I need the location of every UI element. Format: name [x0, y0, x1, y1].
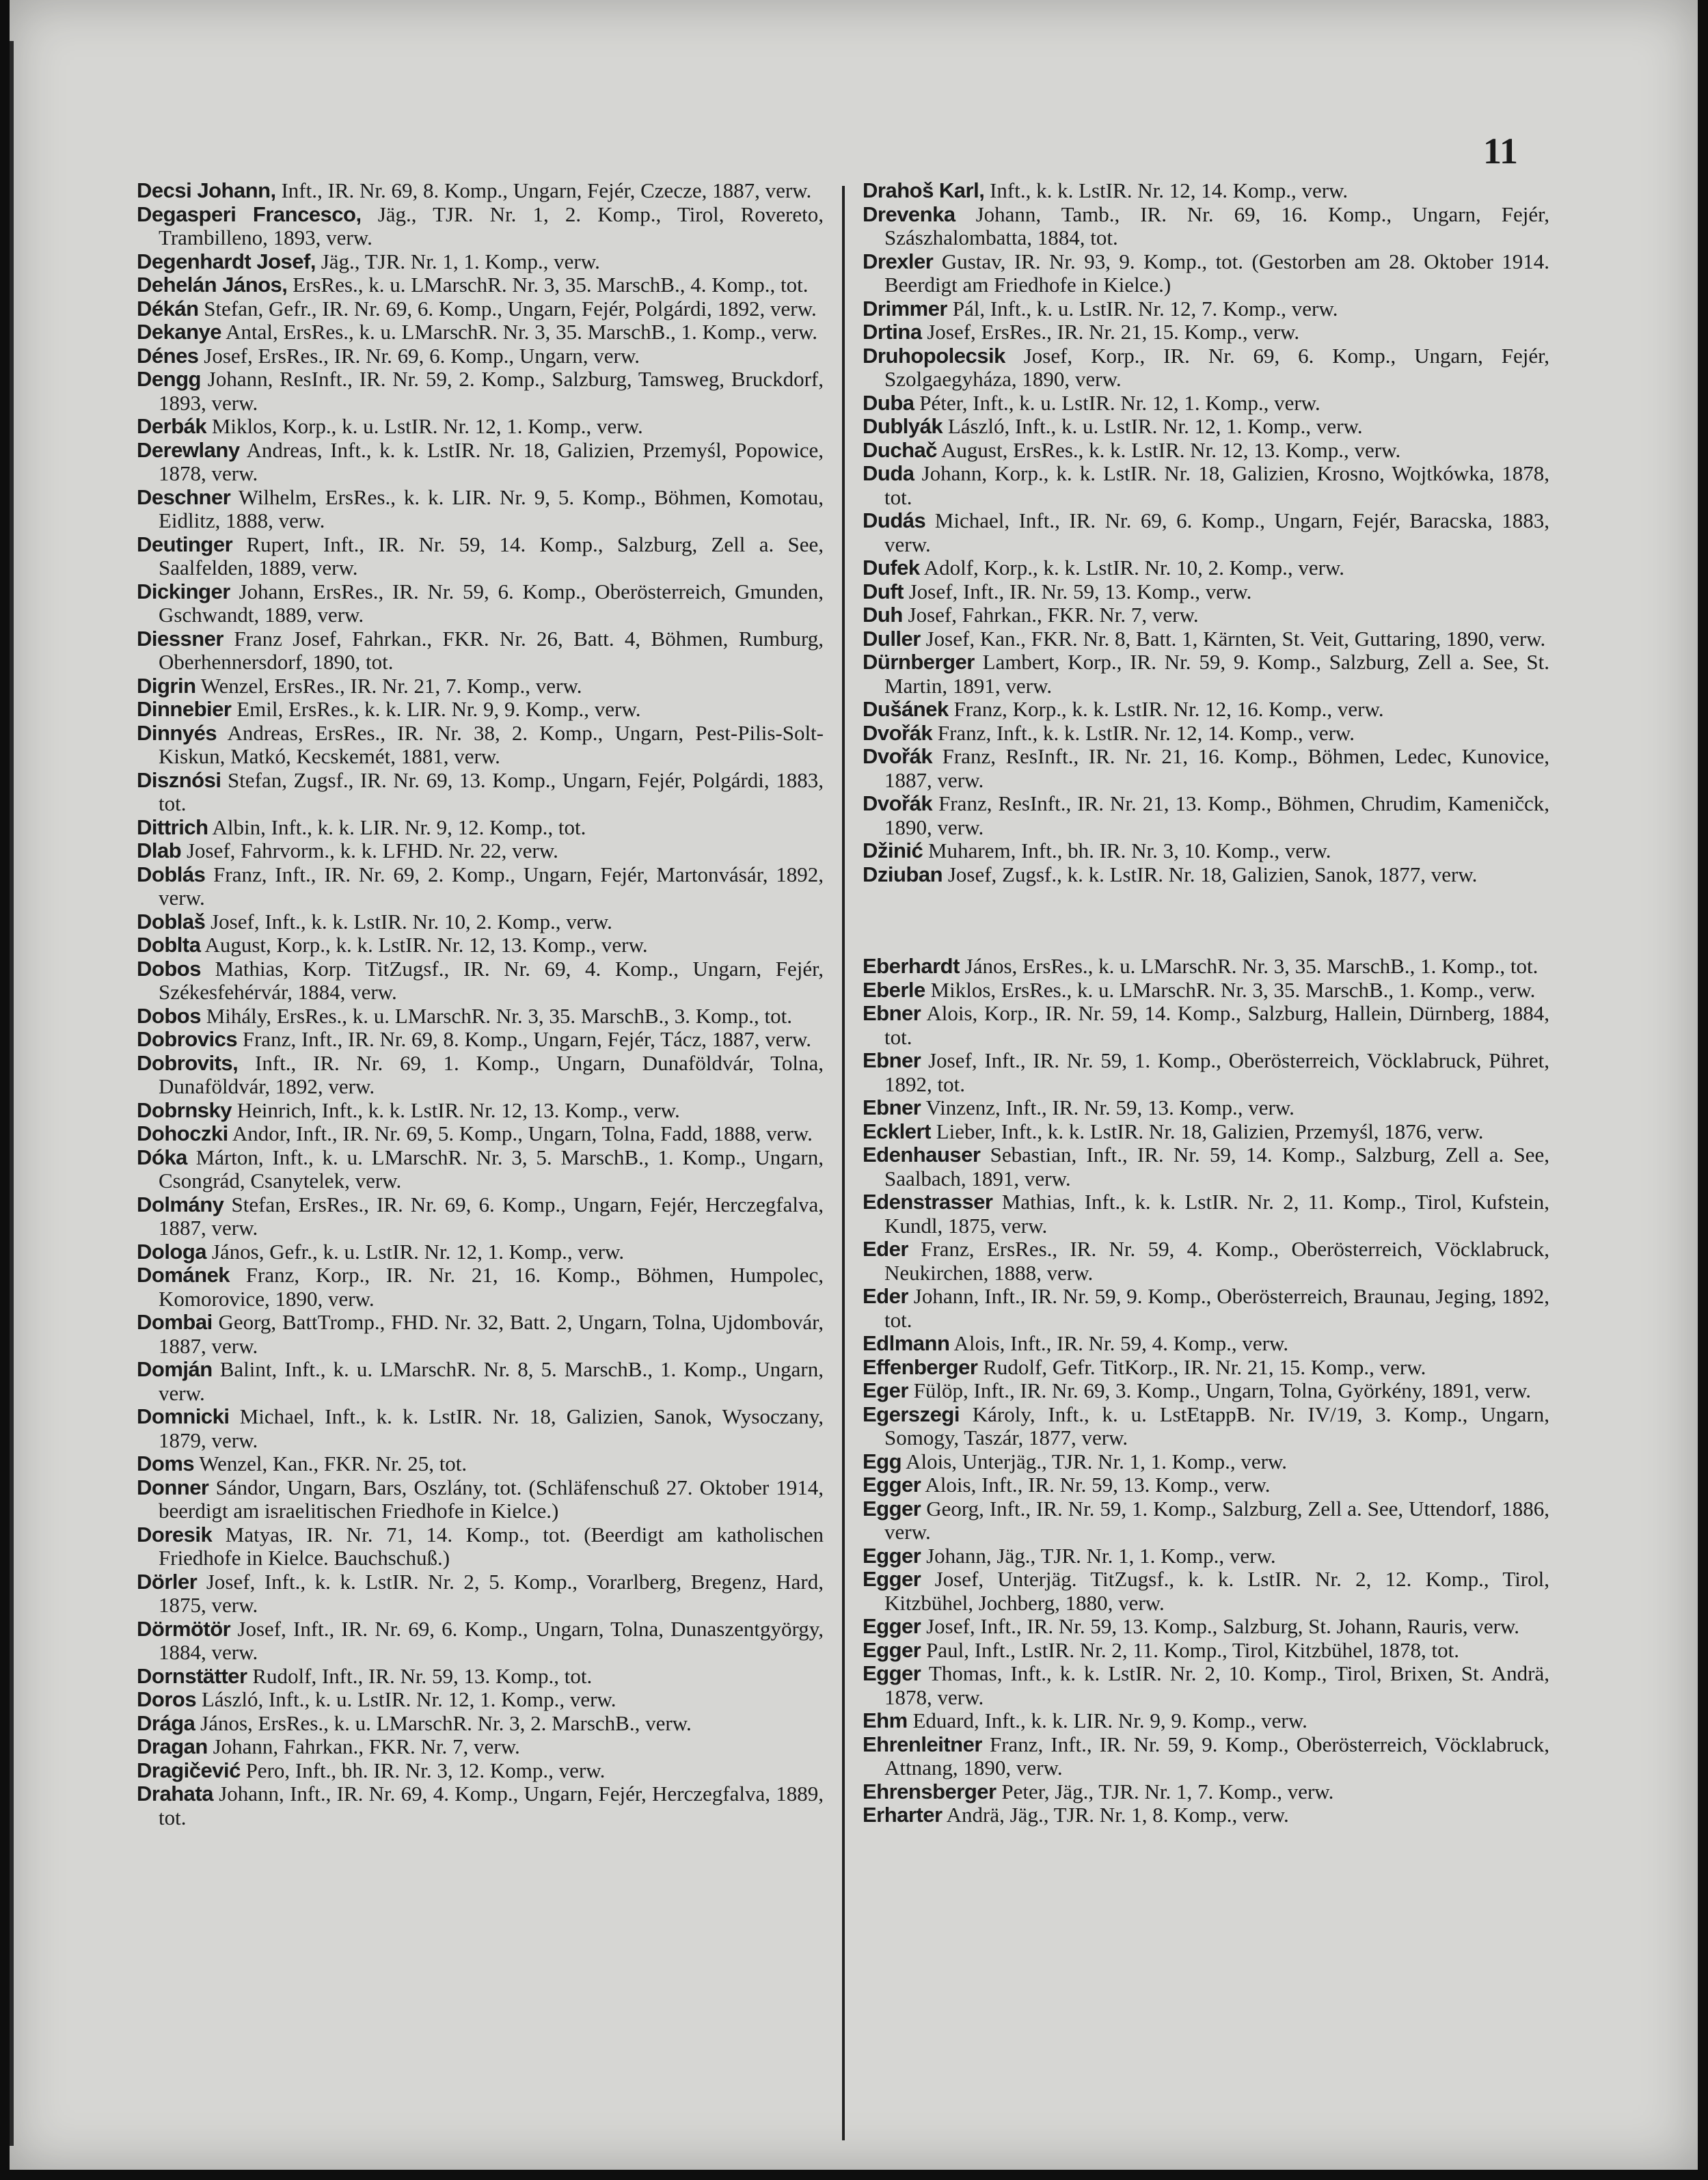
register-entry	[137, 1193, 824, 1240]
register-entry	[863, 1733, 1549, 1780]
entry-details: Josef, Zugsf., k. k. LstIR. Nr. 18, Galizien, Sanok, 1877, verw.	[943, 862, 1478, 886]
entry-surname: Džinić	[863, 839, 923, 862]
entry-surname: Doros	[137, 1687, 197, 1711]
entry-details: Péter, Inft., k. u. LstIR. Nr. 12, 1. Komp., verw.	[914, 390, 1320, 415]
register-entry	[137, 1146, 824, 1193]
entry-surname: Dudás	[863, 508, 926, 532]
entry-surname: Dufek	[863, 556, 920, 580]
entry-surname: Duh	[863, 603, 903, 627]
entry-surname: Dinnebier	[137, 697, 232, 721]
binding-edge	[10, 41, 14, 2146]
entry-surname: Egger	[863, 1661, 921, 1685]
entry-details: Andreas, ErsRes., IR. Nr. 38, 2. Komp., Ungarn, Pest-Pilis-Solt-Kiskun, Matkó, Kecskemét, 1881, verw.	[159, 720, 824, 768]
register-entry	[137, 934, 824, 957]
entry-details: Peter, Jäg., TJR. Nr. 1, 7. Komp., verw.	[996, 1779, 1334, 1803]
entry-surname: Ebner	[863, 1095, 921, 1119]
register-entry	[137, 203, 824, 250]
entry-surname: Dornstätter	[137, 1663, 247, 1688]
entry-surname: Ehrensberger	[863, 1779, 997, 1803]
register-entry	[137, 1005, 824, 1028]
entry-details: László, Inft., k. u. LstIR. Nr. 12, 1. Komp., verw.	[196, 1687, 616, 1711]
entry-surname: Dománek	[137, 1263, 230, 1287]
right-column-e-entries	[863, 955, 1549, 1827]
entry-details: ErsRes., k. u. LMarschR. Nr. 3, 35. MarschB., 4. Komp., tot.	[287, 273, 809, 297]
entry-details: August, Korp., k. k. LstIR. Nr. 12, 13. Komp., verw.	[200, 933, 648, 957]
entry-details: Rupert, Inft., IR. Nr. 59, 14. Komp., Salzburg, Zell a. See, Saalfelden, 1889, verw.	[159, 532, 824, 580]
register-entry	[863, 1238, 1549, 1285]
entry-surname: Ehrenleitner	[863, 1732, 982, 1756]
entry-surname: Dengg	[137, 367, 201, 391]
entry-surname: Dobos	[137, 956, 201, 981]
entry-details: Jäg., TJR. Nr. 1, 2. Komp., Tirol, Rovereto, Trambilleno, 1893, verw.	[159, 202, 824, 249]
entry-surname: Deutinger	[137, 532, 233, 556]
register-entry	[137, 297, 824, 321]
entry-surname: Eder	[863, 1237, 908, 1261]
register-entry	[863, 439, 1549, 463]
entry-surname: Drahata	[137, 1782, 213, 1806]
register-entry	[137, 1618, 824, 1665]
register-entry	[863, 297, 1549, 321]
register-entry	[863, 1002, 1549, 1049]
register-entry	[863, 1709, 1549, 1733]
entry-surname: Domnicki	[137, 1404, 230, 1428]
entry-details: Josef, Unterjäg. TitZugsf., k. k. LstIR. Nr. 2, 12. Komp., Tirol, Kitzbühel, Jochberg, 1880, verw.	[884, 1567, 1549, 1615]
entry-surname: Egger	[863, 1567, 921, 1591]
register-entry	[137, 863, 824, 910]
entry-surname: Drimmer	[863, 296, 947, 321]
entry-surname: Dénes	[137, 343, 199, 368]
entry-surname: Dickinger	[137, 579, 230, 603]
entry-details: Mathias, Inft., k. k. LstIR. Nr. 2, 11. Komp., Tirol, Kufstein, Kundl, 1875, verw.	[884, 1190, 1549, 1238]
entry-surname: Dologa	[137, 1239, 207, 1264]
entry-details: Eduard, Inft., k. k. LIR. Nr. 9, 9. Komp., verw.	[907, 1708, 1307, 1732]
entry-details: Alois, Inft., IR. Nr. 59, 13. Komp., verw.	[921, 1473, 1271, 1497]
register-entry	[863, 1615, 1549, 1639]
register-entry	[863, 1473, 1549, 1497]
entry-surname: Dvořák	[863, 791, 933, 815]
entry-surname: Dragan	[137, 1734, 208, 1758]
entry-surname: Digrin	[137, 673, 196, 698]
register-entry	[137, 250, 824, 274]
right-column	[863, 179, 1549, 2147]
register-entry	[137, 1523, 824, 1570]
entry-surname: Decsi Johann,	[137, 179, 276, 202]
entry-surname: Degasperi Francesco,	[137, 202, 362, 226]
entry-surname: Drevenka	[863, 202, 955, 226]
entry-details: Stefan, Zugsf., IR. Nr. 69, 13. Komp., Ungarn, Fejér, Polgárdi, 1883, tot.	[159, 767, 824, 815]
register-entry	[137, 533, 824, 580]
entry-details: Franz, ErsRes., IR. Nr. 59, 4. Komp., Oberösterreich, Vöcklabruck, Neukirchen, 1888, verw.	[884, 1237, 1549, 1285]
register-entry	[863, 603, 1549, 627]
entry-details: Josef, Inft., IR. Nr. 59, 1. Komp., Oberösterreich, Vöcklabruck, Pühret, 1892, tot.	[884, 1048, 1549, 1096]
entry-surname: Doms	[137, 1452, 195, 1475]
register-entry	[137, 816, 824, 840]
entry-details: Josef, Inft., IR. Nr. 59, 13. Komp., Salzburg, St. Johann, Rauris, verw.	[921, 1614, 1520, 1638]
register-entry	[137, 1782, 824, 1829]
register-entry	[863, 415, 1549, 439]
entry-details: Albin, Inft., k. k. LIR. Nr. 9, 12. Komp., tot.	[208, 815, 586, 839]
register-entry	[137, 1712, 824, 1736]
register-entry	[863, 203, 1549, 250]
entry-surname: Deschner	[137, 485, 231, 509]
entry-surname: Dolmány	[137, 1192, 224, 1216]
entry-surname: Ebner	[863, 1001, 921, 1025]
entry-details: Fülöp, Inft., IR. Nr. 69, 3. Komp., Ungarn, Tolna, Györkény, 1891, verw.	[908, 1378, 1532, 1402]
entry-surname: Effenberger	[863, 1354, 978, 1379]
register-entry	[137, 1264, 824, 1311]
entry-details: Johann, Tamb., IR. Nr. 69, 16. Komp., Ungarn, Fejér, Szászhalombatta, 1884, tot.	[884, 202, 1549, 249]
entry-details: Miklos, Korp., k. u. LstIR. Nr. 12, 1. Komp., verw.	[206, 414, 643, 438]
entry-surname: Donner	[137, 1475, 209, 1499]
entry-details: Alois, Inft., IR. Nr. 59, 4. Komp., verw.	[949, 1331, 1289, 1355]
entry-details: Pál, Inft., k. u. LstIR. Nr. 12, 7. Komp., verw.	[947, 296, 1338, 321]
register-entry	[863, 1497, 1549, 1544]
register-entry	[863, 722, 1549, 746]
entry-details: Pero, Inft., bh. IR. Nr. 3, 12. Komp., verw.	[240, 1758, 606, 1782]
entry-details: Stefan, Gefr., IR. Nr. 69, 6. Komp., Ungarn, Fejér, Polgárdi, 1892, verw.	[198, 296, 817, 321]
register-entry	[137, 1122, 824, 1146]
register-entry	[863, 863, 1549, 887]
entry-details: Franz, Inft., IR. Nr. 69, 8. Komp., Ungarn, Fejér, Tácz, 1887, verw.	[237, 1027, 811, 1051]
entry-surname: Domján	[137, 1357, 213, 1381]
entry-details: Johann, Inft., IR. Nr. 69, 4. Komp., Ungarn, Fejér, Herczegfalva, 1889, tot.	[159, 1782, 824, 1829]
register-entry	[863, 1639, 1549, 1663]
entry-surname: Egger	[863, 1496, 921, 1521]
entry-details: August, ErsRes., k. k. LstIR. Nr. 12, 13. Komp., verw.	[936, 437, 1401, 462]
entry-surname: Dobrnsky	[137, 1098, 232, 1122]
entry-details: Alois, Unterjäg., TJR. Nr. 1, 1. Komp., verw.	[902, 1449, 1288, 1473]
entry-details: Rudolf, Gefr. TitKorp., IR. Nr. 21, 15. Komp., verw.	[977, 1354, 1426, 1379]
entry-surname: Egger	[863, 1473, 921, 1497]
entry-surname: Eder	[863, 1284, 908, 1308]
register-entry	[137, 698, 824, 722]
register-entry	[137, 910, 824, 934]
entry-surname: Dóka	[137, 1145, 187, 1169]
entry-details: Johann, Fahrkan., FKR. Nr. 7, verw.	[207, 1734, 520, 1758]
entry-details: Johann, ErsRes., IR. Nr. 59, 6. Komp., Oberösterreich, Gmunden, Gschwandt, 1889, verw.	[159, 579, 824, 627]
register-entry	[137, 1570, 824, 1618]
entry-details: Josef, ErsRes., IR. Nr. 69, 6. Komp., Ungarn, verw.	[198, 343, 640, 368]
entry-surname: Doblta	[137, 933, 201, 957]
left-column	[137, 179, 824, 2147]
register-entry	[863, 979, 1549, 1003]
register-entry	[137, 344, 824, 368]
register-entry	[863, 509, 1549, 556]
entry-surname: Egger	[863, 1543, 921, 1568]
register-entry	[863, 1332, 1549, 1356]
entry-details: Alois, Korp., IR. Nr. 59, 14. Komp., Salzburg, Hallein, Dürnberg, 1884, tot.	[884, 1001, 1549, 1049]
register-entry	[137, 1688, 824, 1712]
register-entry	[863, 580, 1549, 604]
register-entry	[137, 486, 824, 533]
entry-surname: Doblás	[137, 862, 206, 886]
entry-surname: Dinnyés	[137, 720, 217, 745]
entry-surname: Edenstrasser	[863, 1190, 993, 1214]
register-entry	[863, 1190, 1549, 1238]
entry-surname: Duchač	[863, 437, 937, 462]
register-entry	[863, 1356, 1549, 1380]
register-entry	[137, 1735, 824, 1759]
register-entry	[863, 792, 1549, 839]
register-entry	[137, 368, 824, 415]
entry-surname: Dlab	[137, 839, 182, 862]
entry-surname: Disznósi	[137, 767, 221, 792]
entry-details: Thomas, Inft., k. k. LstIR. Nr. 2, 10. Komp., Tirol, Brixen, St. Andrä, 1878, verw.	[884, 1661, 1549, 1709]
entry-surname: Drtina	[863, 320, 922, 344]
register-entry	[863, 321, 1549, 344]
entry-surname: Dobrovics	[137, 1027, 238, 1051]
entry-details: Wilhelm, ErsRes., k. k. LIR. Nr. 9, 5. Komp., Böhmen, Komotau, Eidlitz, 1888, verw.	[159, 485, 824, 532]
register-entry	[137, 415, 824, 439]
entry-details: Vinzenz, Inft., IR. Nr. 59, 13. Komp., verw.	[921, 1095, 1294, 1119]
register-entry	[863, 1803, 1549, 1827]
entry-surname: Dragičević	[137, 1758, 241, 1782]
entry-surname: Duba	[863, 390, 914, 415]
entry-details: Josef, Korp., IR. Nr. 69, 6. Komp., Ungarn, Fejér, Szolgaegyháza, 1890, verw.	[884, 343, 1549, 391]
register-entry	[863, 462, 1549, 509]
entry-surname: Duft	[863, 579, 904, 603]
entry-details: Wenzel, ErsRes., IR. Nr. 21, 7. Komp., verw.	[195, 673, 582, 698]
entry-details: Matyas, IR. Nr. 71, 14. Komp., tot. (Beerdigt am katholischen Friedhofe in Kielce. Bauchschuß.)	[159, 1522, 824, 1570]
entry-details: Gustav, IR. Nr. 93, 9. Komp., tot. (Gestorben am 28. Oktober 1914. Beerdigt am Friedhofe in Kielce.)	[884, 249, 1549, 297]
register-entry	[863, 1544, 1549, 1568]
entry-details: Michael, Inft., IR. Nr. 69, 6. Komp., Ungarn, Fejér, Baracska, 1883, verw.	[884, 508, 1549, 556]
register-entry	[863, 627, 1549, 651]
entry-surname: Duller	[863, 626, 921, 651]
entry-surname: Egerszegi	[863, 1402, 960, 1426]
entry-surname: Dvořák	[863, 720, 933, 745]
entry-surname: Edenhauser	[863, 1143, 981, 1167]
entry-surname: Dvořák	[863, 744, 933, 768]
register-entry	[863, 250, 1549, 297]
register-entry	[137, 1759, 824, 1783]
entry-details: Károly, Inft., k. u. LstEtappB. Nr. IV/19, 3. Komp., Ungarn, Somogy, Taszár, 1877, verw.	[884, 1402, 1549, 1449]
entry-surname: Diessner	[137, 626, 223, 651]
entry-surname: Derbák	[137, 414, 207, 438]
register-entry	[863, 1450, 1549, 1474]
entry-surname: Duda	[863, 461, 914, 485]
entry-surname: Dittrich	[137, 815, 208, 839]
register-entry	[137, 1358, 824, 1405]
entry-surname: Derewlany	[137, 437, 240, 462]
entry-surname: Dobrovits,	[137, 1050, 239, 1075]
right-column-d-entries	[863, 179, 1549, 886]
entry-details: Josef, Inft., k. k. LstIR. Nr. 10, 2. Komp., verw.	[205, 909, 612, 934]
entry-details: Georg, BattTromp., FHD. Nr. 32, Batt. 2, Ungarn, Tolna, Ujdombovár, 1887, verw.	[159, 1310, 824, 1358]
register-entry	[137, 580, 824, 627]
register-entry	[863, 955, 1549, 979]
entry-details: Inft., IR. Nr. 69, 8. Komp., Ungarn, Fejér, Czecze, 1887, verw.	[275, 179, 812, 202]
register-entry	[137, 1052, 824, 1099]
register-entry	[863, 179, 1549, 203]
entry-details: Michael, Inft., k. k. LstIR. Nr. 18, Galizien, Sanok, Wysoczany, 1879, verw.	[159, 1404, 824, 1452]
entry-details: Josef, Fahrvorm., k. k. LFHD. Nr. 22, verw.	[181, 839, 558, 862]
entry-surname: Dublyák	[863, 414, 943, 438]
entry-surname: Erharter	[863, 1803, 943, 1827]
entry-surname: Drahoš Karl,	[863, 179, 985, 202]
entry-details: Márton, Inft., k. u. LMarschR. Nr. 3, 5. MarschB., 1. Komp., Ungarn, Csongrád, Csanytelek, verw.	[159, 1145, 824, 1193]
entry-details: Andor, Inft., IR. Nr. 69, 5. Komp., Ungarn, Tolna, Fadd, 1888, verw.	[228, 1121, 813, 1145]
register-entry	[863, 1568, 1549, 1615]
entry-details: Mihály, ErsRes., k. u. LMarschR. Nr. 3, 35. MarschB., 3. Komp., tot.	[200, 1003, 793, 1028]
register-entry	[137, 1452, 824, 1476]
register-entry	[863, 1049, 1549, 1096]
entry-details: Emil, ErsRes., k. k. LIR. Nr. 9, 9. Komp., verw.	[231, 697, 641, 721]
entry-details: Franz Josef, Fahrkan., FKR. Nr. 26, Batt. 4, Böhmen, Rumburg, Oberhennersdorf, 1890, tot.	[159, 626, 824, 674]
entry-details: Franz, Inft., k. k. LstIR. Nr. 12, 14. Komp., verw.	[932, 720, 1355, 745]
entry-details: Miklos, ErsRes., k. u. LMarschR. Nr. 3, 35. MarschB., 1. Komp., verw.	[925, 977, 1536, 1002]
entry-details: Inft., IR. Nr. 69, 1. Komp., Ungarn, Dunaföldvár, Tolna, Dunaföldvár, 1892, verw.	[159, 1050, 824, 1098]
register-entry	[863, 1143, 1549, 1190]
entry-details: Franz, Korp., IR. Nr. 21, 16. Komp., Böhmen, Humpolec, Komorovice, 1890, verw.	[159, 1263, 824, 1311]
entry-surname: Dušánek	[863, 697, 949, 721]
entry-details: Antal, ErsRes., k. u. LMarschR. Nr. 3, 35. MarschB., 1. Komp., verw.	[221, 320, 817, 344]
entry-details: Heinrich, Inft., k. k. LstIR. Nr. 12, 13. Komp., verw.	[231, 1098, 680, 1122]
entry-details: János, ErsRes., k. u. LMarschR. Nr. 3, 2. MarschB., verw.	[195, 1711, 692, 1735]
column-divider	[842, 186, 845, 2140]
register-entry	[863, 839, 1549, 863]
register-entry	[137, 439, 824, 486]
entry-surname: Dziuban	[863, 862, 943, 886]
register-entry	[137, 675, 824, 698]
register-entry	[863, 698, 1549, 722]
entry-details: Sándor, Ungarn, Bars, Oszlány, tot. (Schläfenschuß 27. Oktober 1914, beerdigt am israelitischen Friedhofe in Kielce.)	[159, 1475, 824, 1523]
register-entry	[137, 957, 824, 1005]
page-number: 11	[1483, 131, 1519, 172]
section-gap	[863, 886, 1549, 955]
register-entry	[863, 1780, 1549, 1804]
entry-details: Wenzel, Kan., FKR. Nr. 25, tot.	[194, 1452, 467, 1475]
register-entry	[137, 179, 824, 203]
register-entry	[863, 1662, 1549, 1709]
entry-details: Josef, Fahrkan., FKR. Nr. 7, verw.	[902, 603, 1199, 627]
entry-details: Georg, Inft., IR. Nr. 59, 1. Komp., Salzburg, Zell a. See, Uttendorf, 1886, verw.	[884, 1496, 1549, 1544]
entry-surname: Eger	[863, 1378, 908, 1402]
register-entry	[137, 722, 824, 769]
register-entry	[863, 1285, 1549, 1332]
register-entry	[863, 392, 1549, 415]
entry-surname: Drága	[137, 1711, 195, 1735]
entry-details: Josef, Kan., FKR. Nr. 8, Batt. 1, Kärnten, St. Veit, Guttaring, 1890, verw.	[920, 626, 1546, 651]
entry-surname: Dehelán János,	[137, 273, 288, 297]
register-entry	[137, 1028, 824, 1052]
entry-details: Jäg., TJR. Nr. 1, 1. Komp., verw.	[315, 249, 600, 273]
entry-surname: Egg	[863, 1449, 902, 1473]
entry-surname: Degenhardt Josef,	[137, 249, 316, 273]
register-entry	[863, 344, 1549, 392]
entry-surname: Ebner	[863, 1048, 921, 1072]
register-entry	[863, 1096, 1549, 1120]
register-entry	[137, 273, 824, 297]
entry-details: Franz, ResInft., IR. Nr. 21, 13. Komp., Böhmen, Chrudim, Kameničck, 1890, verw.	[884, 791, 1549, 839]
entry-details: Inft., k. k. LstIR. Nr. 12, 14. Komp., verw.	[984, 179, 1348, 202]
entry-details: Johann, Korp., k. k. LstIR. Nr. 18, Galizien, Krosno, Wojtkówka, 1878, tot.	[884, 461, 1549, 509]
entry-details: László, Inft., k. u. LstIR. Nr. 12, 1. Komp., verw.	[943, 414, 1363, 438]
entry-details: Muharem, Inft., bh. IR. Nr. 3, 10. Komp., verw.	[923, 839, 1331, 862]
entry-details: Franz, Inft., IR. Nr. 69, 2. Komp., Ungarn, Fejér, Martonvásár, 1892, verw.	[159, 862, 824, 910]
entry-surname: Dohoczki	[137, 1121, 228, 1145]
entry-details: Franz, ResInft., IR. Nr. 21, 16. Komp., Böhmen, Ledec, Kunovice, 1887, verw.	[884, 744, 1549, 792]
entry-surname: Eberle	[863, 977, 925, 1002]
entry-surname: Doblaš	[137, 909, 206, 934]
entry-details: Franz, Korp., k. k. LstIR. Nr. 12, 16. Komp., verw.	[948, 697, 1384, 721]
entry-details: Johann, Inft., IR. Nr. 59, 9. Komp., Oberösterreich, Braunau, Jeging, 1892, tot.	[884, 1284, 1549, 1332]
entry-details: Josef, ErsRes., IR. Nr. 21, 15. Komp., verw.	[921, 320, 1300, 344]
register-entry	[137, 1311, 824, 1358]
entry-surname: Dékán	[137, 296, 199, 321]
entry-details: Adolf, Korp., k. k. LstIR. Nr. 10, 2. Komp., verw.	[919, 556, 1345, 580]
entry-surname: Doresik	[137, 1522, 213, 1547]
register-entry	[137, 839, 824, 863]
entry-details: Johann, ResInft., IR. Nr. 59, 2. Komp., Salzburg, Tamsweg, Bruckdorf, 1893, verw.	[159, 367, 824, 415]
entry-surname: Dobos	[137, 1003, 201, 1028]
entry-details: Paul, Inft., LstIR. Nr. 2, 11. Komp., Tirol, Kitzbühel, 1878, tot.	[921, 1637, 1459, 1662]
entry-details: János, Gefr., k. u. LstIR. Nr. 12, 1. Komp., verw.	[206, 1239, 625, 1264]
entry-details: Rudolf, Inft., IR. Nr. 59, 13. Komp., tot.	[247, 1663, 593, 1688]
entry-surname: Ehm	[863, 1708, 908, 1732]
entry-details: Lieber, Inft., k. k. LstIR. Nr. 18, Galizien, Przemyśl, 1876, verw.	[930, 1119, 1484, 1143]
register-entry	[137, 1240, 824, 1264]
entry-surname: Druhopolecsik	[863, 343, 1005, 368]
entry-surname: Egger	[863, 1614, 921, 1638]
entry-details: Stefan, ErsRes., IR. Nr. 69, 6. Komp., Ungarn, Fejér, Herczegfalva, 1887, verw.	[159, 1192, 824, 1240]
register-entry	[137, 1476, 824, 1523]
entry-surname: Dörler	[137, 1569, 198, 1594]
register-entry	[137, 1405, 824, 1452]
register-entry	[137, 321, 824, 344]
register-entry	[863, 1403, 1549, 1450]
entry-details: Sebastian, Inft., IR. Nr. 59, 14. Komp., Salzburg, Zell a. See, Saalbach, 1891, verw.	[884, 1143, 1549, 1190]
entry-details: Josef, Inft., IR. Nr. 59, 13. Komp., verw.	[903, 579, 1252, 603]
entry-details: Andreas, Inft., k. k. LstIR. Nr. 18, Galizien, Przemyśl, Popowice, 1878, verw.	[159, 437, 824, 485]
entry-details: Mathias, Korp. TitZugsf., IR. Nr. 69, 4. Komp., Ungarn, Fejér, Székesfehérvár, 1884, verw.	[159, 956, 824, 1004]
entry-surname: Eberhardt	[863, 954, 960, 978]
register-entry	[863, 1379, 1549, 1403]
register-entry	[863, 651, 1549, 698]
entry-surname: Dörmötör	[137, 1616, 231, 1641]
entry-surname: Drexler	[863, 249, 934, 273]
entry-surname: Dekanye	[137, 320, 222, 344]
entry-details: Johann, Jäg., TJR. Nr. 1, 1. Komp., verw.	[921, 1543, 1276, 1568]
entry-surname: Dombai	[137, 1310, 213, 1334]
entry-surname: Dürnberger	[863, 650, 975, 674]
entry-details: János, ErsRes., k. u. LMarschR. Nr. 3, 35. MarschB., 1. Komp., tot.	[959, 954, 1538, 978]
register-entry	[137, 627, 824, 675]
entry-details: Franz, Inft., IR. Nr. 59, 9. Komp., Oberösterreich, Vöcklabruck, Attnang, 1890, verw.	[884, 1732, 1549, 1780]
register-entry	[863, 1120, 1549, 1144]
register-entry	[137, 769, 824, 816]
register-entry	[863, 556, 1549, 580]
entry-details: Josef, Inft., IR. Nr. 69, 6. Komp., Ungarn, Tolna, Dunaszentgyörgy, 1884, verw.	[159, 1616, 824, 1664]
entry-surname: Edlmann	[863, 1331, 950, 1355]
entry-details: Lambert, Korp., IR. Nr. 59, 9. Komp., Salzburg, Zell a. See, St. Martin, 1891, verw.	[884, 650, 1549, 698]
register-entry	[863, 745, 1549, 792]
entry-details: Balint, Inft., k. u. LMarschR. Nr. 8, 5. MarschB., 1. Komp., Ungarn, verw.	[159, 1357, 824, 1405]
entry-surname: Egger	[863, 1637, 921, 1662]
register-entry	[137, 1665, 824, 1689]
entry-surname: Ecklert	[863, 1119, 931, 1143]
entry-details: Andrä, Jäg., TJR. Nr. 1, 8. Komp., verw.	[942, 1803, 1289, 1827]
register-entry	[137, 1099, 824, 1123]
entry-details: Josef, Inft., k. k. LstIR. Nr. 2, 5. Komp., Vorarlberg, Bregenz, Hard, 1875, verw.	[159, 1569, 824, 1617]
